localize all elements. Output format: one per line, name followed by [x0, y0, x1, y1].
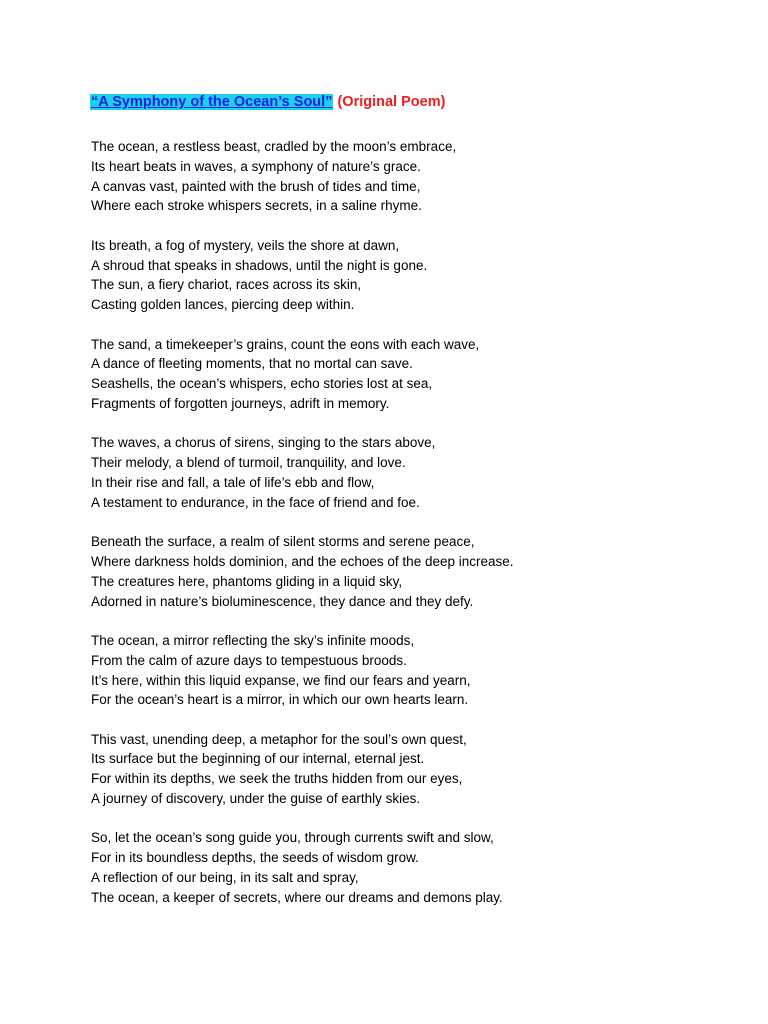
poem-line: For the ocean’s heart is a mirror, in which our own hearts learn. — [91, 692, 469, 708]
stanza — [91, 137, 751, 216]
poem-line: Its heart beats in waves, a symphony of nature’s grace. — [91, 158, 421, 174]
stanza — [91, 730, 751, 809]
poem-line: A dance of fleeting moments, that no mortal can save. — [91, 356, 413, 372]
poem-line: A shroud that speaks in shadows, until the night is gone. — [91, 257, 428, 273]
poem-line: The ocean, a mirror reflecting the sky’s infinite moods, — [91, 632, 415, 648]
poem-line: Its surface but the beginning of our internal, eternal jest. — [91, 751, 425, 767]
stanza — [91, 828, 751, 907]
poem-line: Adorned in nature’s bioluminescence, they dance and they defy. — [91, 593, 474, 609]
poem-line: From the calm of azure days to tempestuous broods. — [91, 652, 407, 668]
poem-line: For within its depths, we seek the truths hidden from our eyes, — [91, 771, 463, 787]
poem-line: In their rise and fall, a tale of life’s ebb and flow, — [91, 474, 375, 490]
stanza — [91, 433, 751, 512]
poem-line: Seashells, the ocean’s whispers, echo stories lost at sea, — [91, 376, 433, 392]
poem-subtitle: (Original Poem) — [337, 94, 446, 110]
poem-line: The waves, a chorus of sirens, singing to the stars above, — [91, 435, 436, 451]
poem-body — [91, 137, 751, 927]
poem-title: “A Symphony of the Ocean’s Soul” — [91, 94, 333, 110]
poem-line: The sun, a fiery chariot, races across its skin, — [91, 277, 362, 293]
stanza — [91, 532, 751, 611]
poem-line: For in its boundless depths, the seeds of wisdom grow. — [91, 850, 419, 866]
poem-line: Their melody, a blend of turmoil, tranquility, and love. — [91, 455, 406, 471]
poem-line: The creatures here, phantoms gliding in a liquid sky, — [91, 573, 403, 589]
poem-line: The ocean, a restless beast, cradled by the moon’s embrace, — [91, 139, 457, 154]
poem-line: So, let the ocean’s song guide you, through currents swift and slow, — [91, 830, 494, 846]
poem-line: A canvas vast, painted with the brush of tides and time, — [91, 178, 421, 194]
poem-line: Casting golden lances, piercing deep within. — [91, 297, 355, 313]
poem-line: This vast, unending deep, a metaphor for the soul’s own quest, — [91, 731, 467, 747]
poem-line: Beneath the surface, a realm of silent storms and serene peace, — [91, 534, 475, 550]
stanza — [91, 236, 751, 315]
poem-line: The ocean, a keeper of secrets, where our dreams and demons play. — [91, 889, 503, 905]
poem-line: Where darkness holds dominion, and the echoes of the deep increase. — [91, 553, 514, 569]
poem-line: The sand, a timekeeper’s grains, count the eons with each wave, — [91, 336, 480, 352]
poem-line: It’s here, within this liquid expanse, we find our fears and yearn, — [91, 672, 471, 688]
poem-line: Fragments of forgotten journeys, adrift in memory. — [91, 395, 390, 411]
stanza — [91, 335, 751, 414]
title-line — [90, 92, 445, 112]
stanza — [91, 631, 751, 710]
poem-line: A testament to endurance, in the face of friend and foe. — [91, 494, 420, 510]
poem-line: A reflection of our being, in its salt and spray, — [91, 870, 359, 886]
poem-line: A journey of discovery, under the guise of earthly skies. — [91, 791, 421, 807]
poem-line: Its breath, a fog of mystery, veils the shore at dawn, — [91, 237, 400, 253]
poem-line: Where each stroke whispers secrets, in a saline rhyme. — [91, 198, 422, 214]
